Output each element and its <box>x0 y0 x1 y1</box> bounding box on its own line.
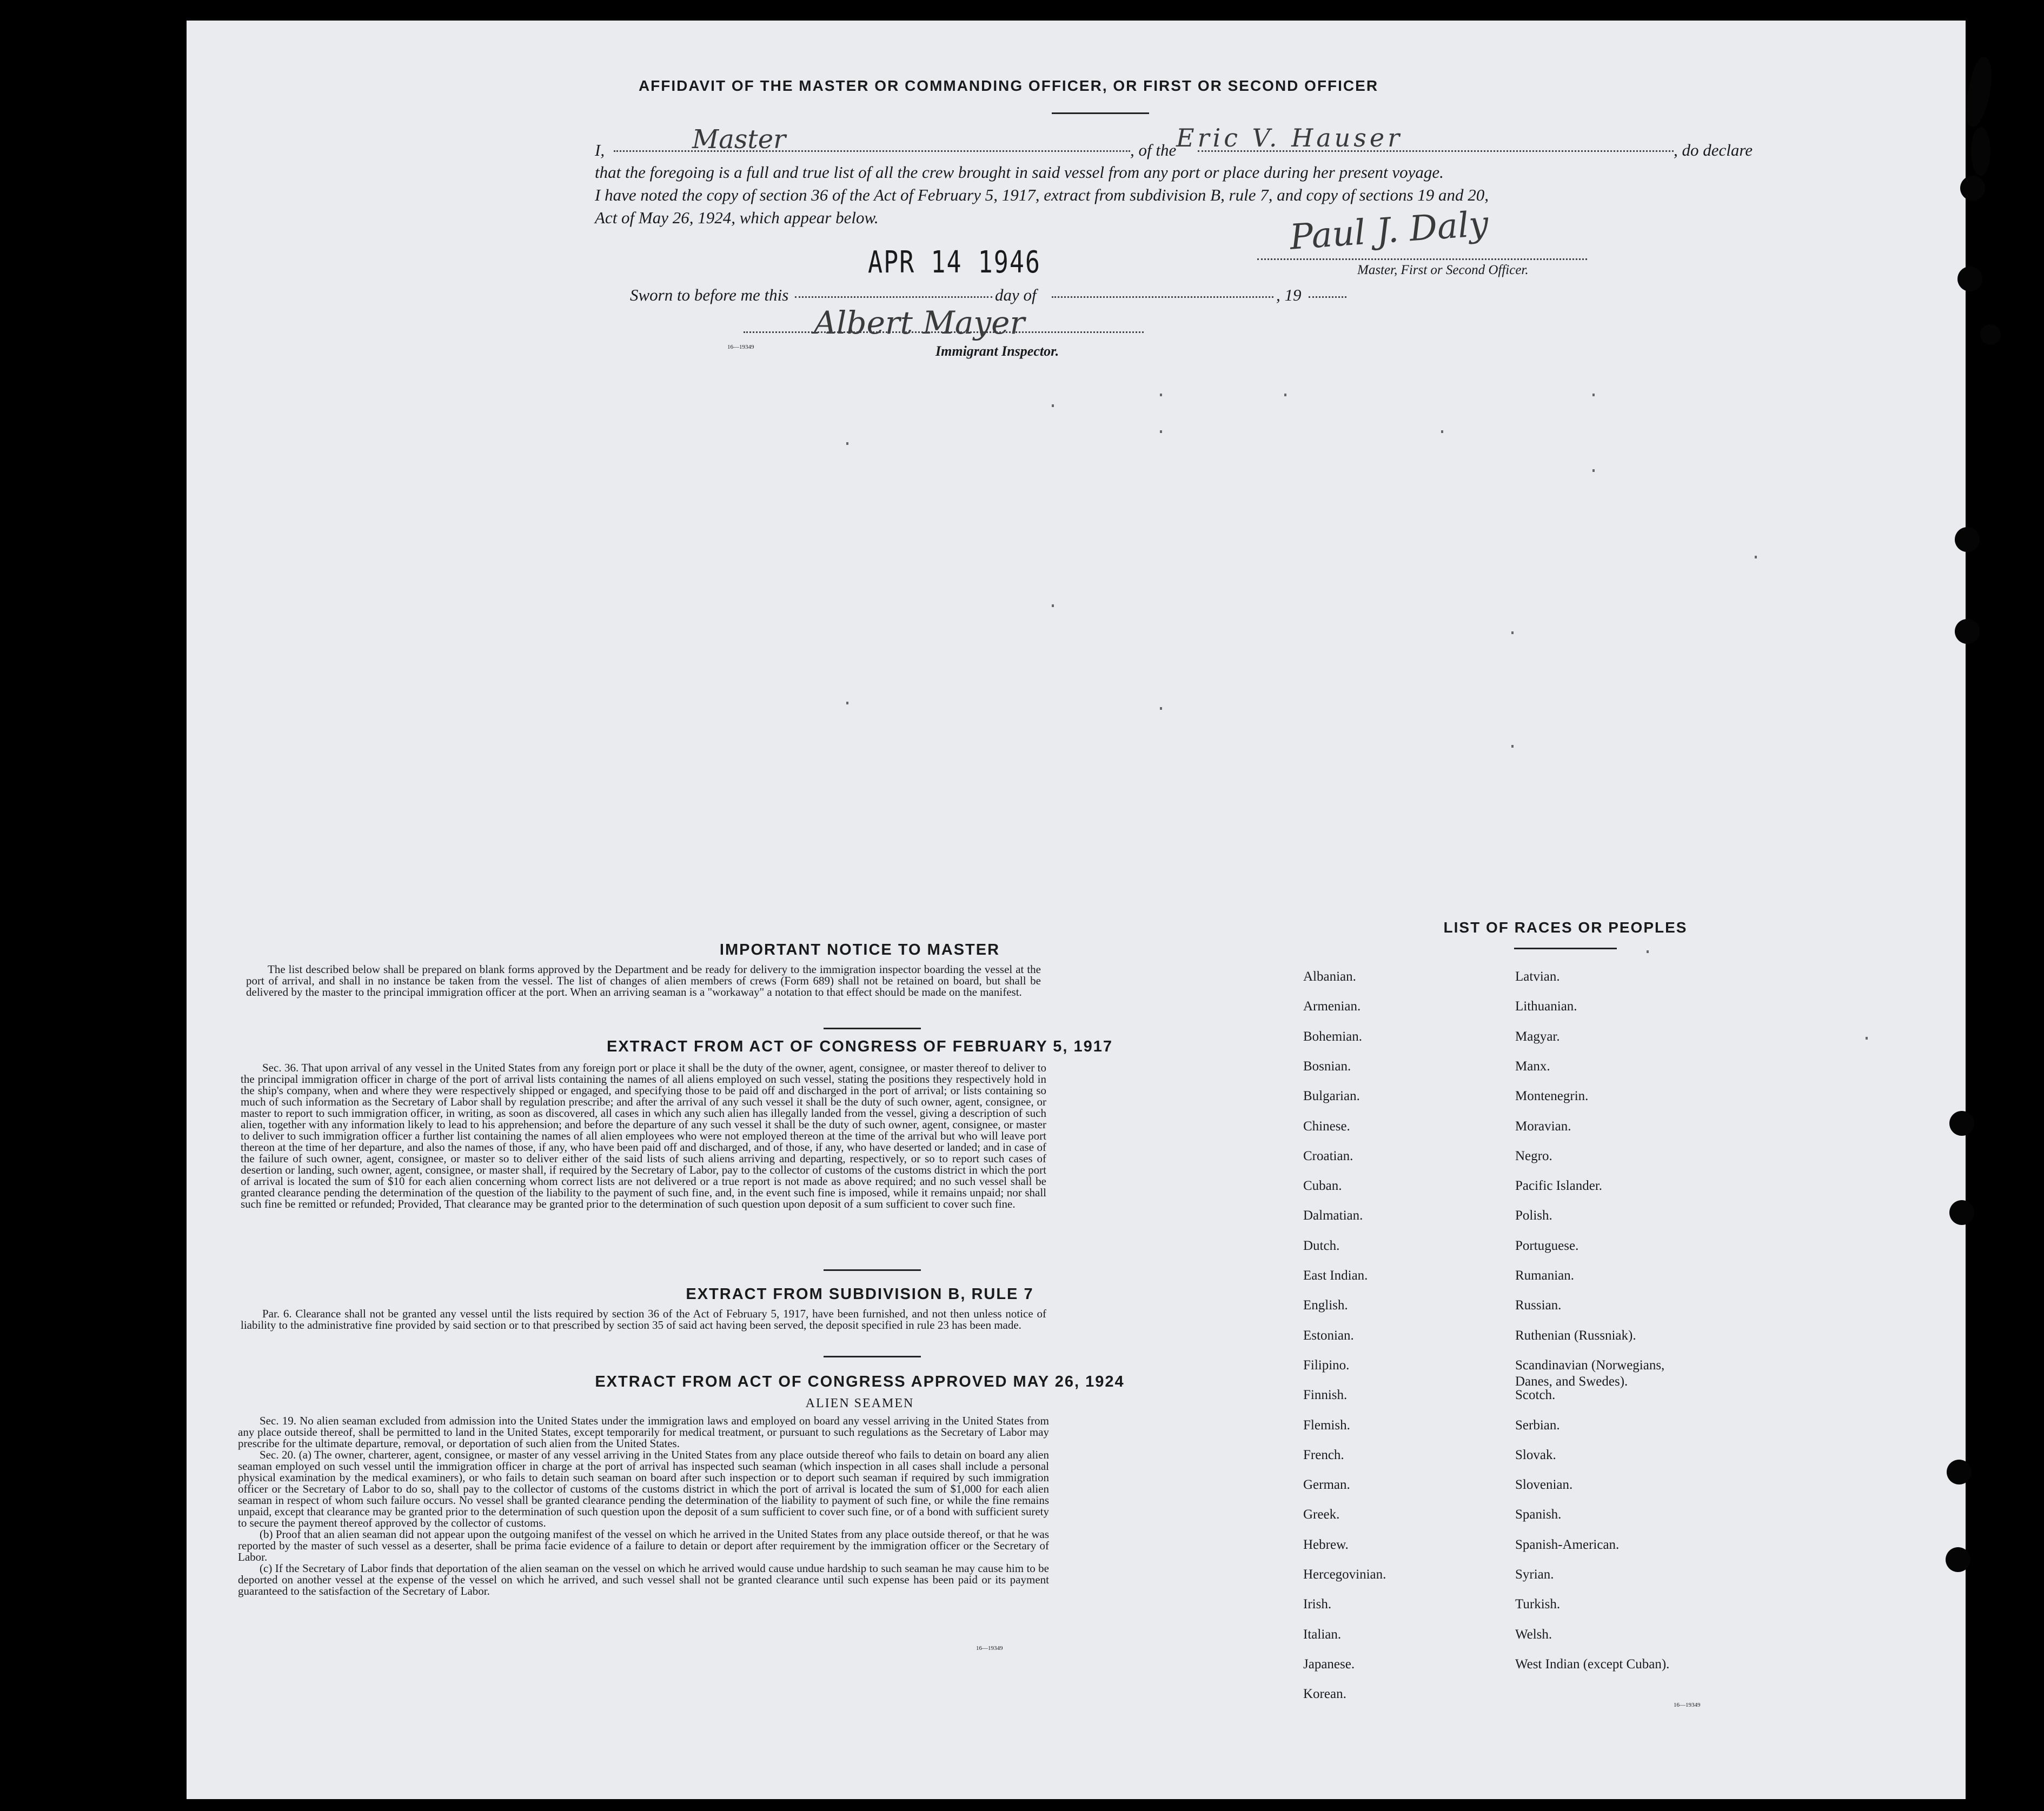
affidavit-title: AFFIDAVIT OF THE MASTER OR COMMANDING OFFICER, OR FIRST OR SECOND OFFICER <box>638 77 1379 94</box>
race-item: Serbian. <box>1515 1417 1560 1433</box>
affidavit-line-4: Act of May 26, 1924, which appear below. <box>595 208 879 227</box>
signature-caption: Master, First or Second Officer. <box>1357 263 1529 277</box>
signature-line <box>1257 258 1587 260</box>
race-item: Dalmatian. <box>1303 1208 1363 1223</box>
dust-mark <box>1160 394 1162 396</box>
year-line <box>1309 296 1346 298</box>
race-item: Ruthenian (Russniak). <box>1515 1328 1636 1343</box>
race-item: Magyar. <box>1515 1029 1560 1044</box>
race-item: Dutch. <box>1303 1238 1340 1253</box>
race-item: German. <box>1303 1477 1350 1493</box>
race-item: Italian. <box>1303 1627 1342 1642</box>
sworn-label: Sworn to before me this <box>630 285 789 304</box>
dust-mark <box>1160 707 1162 710</box>
of-the-label: , of the <box>1130 141 1177 159</box>
year-label: , 19 <box>1276 285 1302 304</box>
dust-mark <box>1647 950 1649 953</box>
day-of-label: day of <box>995 285 1037 304</box>
sec-20c-text: (c) If the Secretary of Labor finds that deportation of the alien seaman on the vessel on which he arrived would cause undue hardship to such seaman he may cause him to be deported on another vessel at the expense of the vessel on which he arrived, and such vessel shall not be granted clearance until such expense has been paid or its payment guaranteed to the satisfaction of the Secretary of Labor. <box>238 1562 1049 1597</box>
race-item: English. <box>1303 1298 1348 1313</box>
date-stamp: APR 14 1946 <box>868 244 1041 280</box>
name-line <box>614 150 1130 152</box>
affidavit-line-2: that the foregoing is a full and true list of all the crew brought in said vessel from any port or place during her present voyage. <box>595 163 1444 182</box>
inspector-signature: Albert Mayer <box>814 304 1025 341</box>
document-page <box>187 21 1966 1799</box>
race-item: Japanese. <box>1303 1656 1355 1672</box>
race-item: Danes, and Swedes). <box>1515 1374 1628 1389</box>
race-item: Irish. <box>1303 1597 1332 1612</box>
vessel-handwriting: Eric V. Hauser <box>1176 123 1403 152</box>
punch-hole <box>1980 324 2001 345</box>
race-item: Rumanian. <box>1515 1268 1575 1283</box>
race-item: Portuguese. <box>1515 1238 1579 1253</box>
race-item: Slovak. <box>1515 1447 1556 1462</box>
form-number-extract: 16—19349 <box>976 1645 1003 1652</box>
dust-mark <box>1592 394 1595 396</box>
race-item: Welsh. <box>1515 1627 1552 1642</box>
punch-hole <box>1949 1111 1974 1136</box>
sec-20b-text: (b) Proof that an alien seaman did not appear upon the outgoing manifest of the vessel on which he arrived in the United States from any place outside thereof, or that he was reported by the master of such vessel as a deserter, shall be prima facie evidence of a failure to detain or deport after requirement by the immigration officer or the Secretary of Labor. <box>238 1528 1049 1563</box>
race-item: Scotch. <box>1515 1388 1556 1403</box>
torn-edge-mark <box>1971 127 1990 176</box>
race-item: Slovenian. <box>1515 1477 1573 1493</box>
form-number-races: 16—19349 <box>1674 1702 1701 1708</box>
race-item: Spanish. <box>1515 1507 1562 1522</box>
dust-mark <box>1511 631 1514 634</box>
race-item: Korean. <box>1303 1687 1346 1702</box>
extract-1917-text: Sec. 36. That upon arrival of any vessel in the United States from any foreign port or place it shall be the duty of the owner, agent, consignee, or master thereof to deliver to the principal immigration officer in charge of the port of arrival lists containing the names of all aliens employed on such vessel, stating the positions they respectively hold in the ship's company, when and where they were respectively shipped or engaged, and specifying those to be paid off and discharged in the port of arrival; or lists containing so much of such information as the Secretary of Labor shall by regulation prescribe; and after the arrival of any such vessel it shall be the duty of such owner, agent, consignee, or master to report to such immigration officer, in writing, as soon as discovered, all cases in which any such alien has illegally landed from the vessel, giving a description of such alien, together with any information likely to lead to his apprehension; and before the departure of any such vessel it shall be the duty of such owner, agent, consignee, or master to deliver to such immigration officer a further list containing the names of all alien employees who were not employed thereon at the time of the arrival but who will leave port thereon at the time of her departure, and also the names of those, if any, who have been paid off and discharged, and of those, if any, who have deserted or landed; and in case of the failure of such owner, agent, consignee, or master so to deliver either of the said lists of such aliens arriving and departing, respectively, or so to report such cases of desertion or landing, such owner, agent, consignee, or master shall, if required by the Secretary of Labor, pay to the collector of customs of the customs district in which the port of arrival is located the sum of $10 for each alien concerning whom correct lists are not delivered or a true report is not made as above required; and no such vessel shall be granted clearance pending the determination of the question of the liability to the payment of such fine, and, in the event such fine is imposed, while it remains unpaid; nor shall such fine be remitted or refunded; Provided, That clearance may be granted prior to the determination of such question upon deposit of a sum sufficient to cover such fine. <box>241 1061 1046 1210</box>
officer-signature: Paul J. Daly <box>1288 204 1490 258</box>
dust-mark <box>1052 404 1054 407</box>
race-item: Cuban. <box>1303 1179 1342 1194</box>
race-item: Moravian. <box>1515 1118 1571 1134</box>
race-item: Negro. <box>1515 1148 1552 1163</box>
punch-hole <box>1946 1547 1970 1572</box>
inspector-caption: Immigrant Inspector. <box>935 343 1059 359</box>
race-item: Croatian. <box>1303 1148 1353 1163</box>
punch-hole <box>1957 267 1982 291</box>
dust-mark <box>846 702 848 704</box>
dust-mark <box>1755 556 1757 558</box>
race-item: Bohemian. <box>1303 1029 1363 1044</box>
race-item: Bosnian. <box>1303 1058 1351 1074</box>
race-item: Filipino. <box>1303 1357 1350 1373</box>
race-item: Manx. <box>1515 1058 1550 1074</box>
race-item: East Indian. <box>1303 1268 1368 1283</box>
race-item: West Indian (except Cuban). <box>1515 1656 1670 1672</box>
race-item: Russian. <box>1515 1298 1562 1313</box>
race-item: Pacific Islander. <box>1515 1179 1603 1194</box>
extract-1917-title: EXTRACT FROM ACT OF CONGRESS OF FEBRUARY 5, 1917 <box>606 1038 1113 1055</box>
dust-mark <box>1052 604 1054 607</box>
sworn-day-line <box>795 296 992 298</box>
alien-seamen-subtitle: ALIEN SEAMEN <box>805 1396 914 1410</box>
race-item: Hercegovinian. <box>1303 1567 1386 1582</box>
sec-19-text: Sec. 19. No alien seaman excluded from admission into the United States under the immigration laws and employed on board any vessel arriving in the United States from any place outside thereof, shall be permitted to land in the United States, except temporarily for medical treatment, or pursuant to such regulations as the Secretary of Labor may prescribe for the ultimate departure, removal, or deportation of such alien from the United States. <box>238 1414 1049 1450</box>
notice-title: IMPORTANT NOTICE TO MASTER <box>719 941 1000 958</box>
dust-mark <box>1866 1037 1868 1040</box>
race-item: Finnish. <box>1303 1388 1348 1403</box>
race-item: Armenian. <box>1303 999 1361 1014</box>
race-item: Chinese. <box>1303 1118 1350 1134</box>
race-item: Greek. <box>1303 1507 1340 1522</box>
notice-text: The list described below shall be prepared on blank forms approved by the Department and be ready for delivery to the immigration inspector boarding the vessel at the port of arrival, and shall in no instance be taken from the vessel. The list of changes of alien members of crews (Form 689) shall not be retained on board, but shall be delivered by the master to the principal immigration officer at the port. When an arriving seaman is a "workaway" a notation to that effect should be made on the manifest. <box>246 963 1041 998</box>
dust-mark <box>846 442 848 445</box>
dust-mark <box>1160 430 1162 433</box>
sworn-month-line <box>1052 296 1273 298</box>
race-item: Turkish. <box>1515 1597 1561 1612</box>
races-divider <box>1514 948 1617 949</box>
race-item: Scandinavian (Norwegians, <box>1515 1357 1665 1373</box>
subdivision-title: EXTRACT FROM SUBDIVISION B, RULE 7 <box>686 1286 1034 1303</box>
master-handwriting: Master <box>692 124 786 155</box>
race-item: Polish. <box>1515 1208 1552 1223</box>
race-item: Hebrew. <box>1303 1537 1349 1552</box>
extract-1917-divider <box>824 1269 921 1271</box>
race-item: Syrian. <box>1515 1567 1554 1582</box>
punch-hole <box>1949 1200 1974 1225</box>
race-item: Lithuanian. <box>1515 999 1577 1014</box>
race-item: Estonian. <box>1303 1328 1354 1343</box>
notice-divider <box>824 1028 921 1029</box>
punch-hole <box>1960 176 1985 201</box>
punch-hole <box>1947 1460 1972 1484</box>
dust-mark <box>1441 430 1443 433</box>
race-item: Albanian. <box>1303 969 1356 984</box>
title-divider <box>1052 112 1149 114</box>
race-item: French. <box>1303 1447 1344 1462</box>
race-item: Flemish. <box>1303 1417 1350 1433</box>
affidavit-line-3: I have noted the copy of section 36 of the Act of February 5, 1917, extract from subdivision B, rule 7, and copy of sections 19 and 20, <box>595 185 1489 204</box>
subdivision-text: Par. 6. Clearance shall not be granted any vessel until the lists required by section 36 of the Act of February 5, 1917, have been furnished, and not then unless notice of liability to the administrative fine provided by said section or to that prescribed by section 35 of said act having been served, the deposit specified in rule 23 has been made. <box>241 1307 1046 1331</box>
torn-edge-mark <box>1961 55 1997 128</box>
dust-mark <box>1592 469 1595 472</box>
race-item: Bulgarian. <box>1303 1089 1360 1104</box>
dust-mark <box>1511 745 1514 748</box>
race-item: Montenegrin. <box>1515 1089 1589 1104</box>
extract-1924-title: EXTRACT FROM ACT OF CONGRESS APPROVED MAY 26, 1924 <box>595 1373 1125 1390</box>
race-item: Spanish-American. <box>1515 1537 1620 1552</box>
sec-20a-text: Sec. 20. (a) The owner, charterer, agent, consignee, or master of any vessel arriving in the United States from any place outside thereof who fails to detain on board any alien seaman employed on such vessel until the immigration officer in charge at the port of arrival has inspected such seaman (which inspection in all cases shall include a personal physical examination by the medical examiners), or who fails to detain such seaman on board after such inspection or to deport such seaman if required by such immigration officer or the Secretary of Labor to do so, shall pay to the collector of customs of the customs district in which the port of arrival is located the sum of $1,000 for each alien seaman in respect of whom such failure occurs. No vessel shall be granted clearance pending the determination of the liability to payment of such fine, or while the fine remains unpaid, except that clearance may be granted prior to the determination of such question upon the deposit of a sum sufficient to cover such fine, or of a bond with sufficient surety to secure the payment thereof approved by the collector of customs. <box>238 1448 1049 1529</box>
punch-hole <box>1955 619 1980 644</box>
form-number-top: 16—19349 <box>727 344 754 350</box>
punch-hole <box>1955 527 1980 552</box>
i-label: I, <box>595 141 605 159</box>
subdivision-divider <box>824 1356 921 1357</box>
races-title: LIST OF RACES OR PEOPLES <box>1443 919 1688 936</box>
race-item: Latvian. <box>1515 969 1560 984</box>
do-declare-label: , do declare <box>1674 141 1753 159</box>
dust-mark <box>1284 394 1286 396</box>
inspector-line <box>744 331 1144 333</box>
